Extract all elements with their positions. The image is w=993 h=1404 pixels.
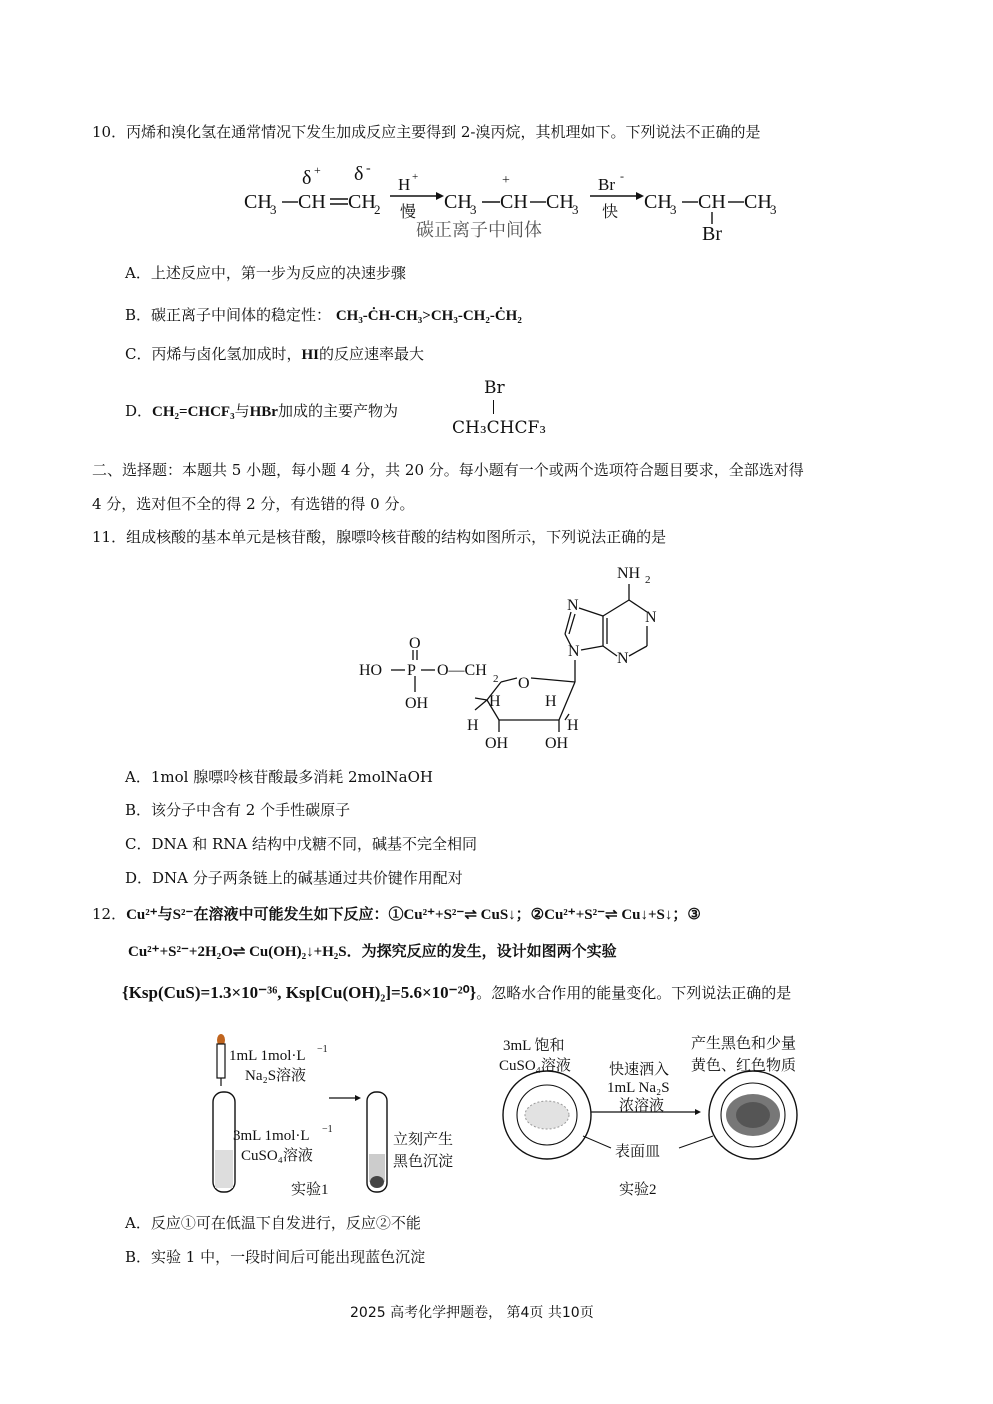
scheme-hplus: H [398, 175, 411, 194]
prod-br: Br [702, 223, 722, 245]
result-label-2: 黑色沉淀 [393, 1154, 454, 1170]
option-d-formula: CH₂=CHCF₃ [152, 404, 235, 420]
scheme-br-minus: Br [598, 175, 615, 194]
ring-o: O [518, 675, 530, 692]
atom-o: O [409, 635, 421, 652]
option-d-product-br: Br [484, 378, 505, 398]
pointer-line [583, 1136, 611, 1148]
atom-p: P [407, 662, 416, 679]
option-d-bond [493, 400, 494, 414]
arrowhead [355, 1095, 361, 1101]
atom-h: H [489, 693, 501, 710]
mid-ch3a: CH [444, 191, 472, 213]
experiment2-caption: 实验2 [619, 1182, 657, 1198]
scheme-minus: - [620, 169, 624, 183]
q11-option-c[interactable]: C．DNA 和 RNA 结构中戊糖不同，碱基不完全相同 [125, 835, 478, 853]
q11-option-d[interactable]: D．DNA 分子两条链上的碱基通过共价键作用配对 [125, 869, 463, 887]
q10-option-a[interactable]: A．上述反应中，第一步为反应的决速步骤 [125, 264, 406, 282]
scheme-plus: + [502, 173, 510, 188]
option-c-suffix: 的反应速率最大 [319, 345, 425, 363]
exp2-left-label-2: CuSO₄溶液 [499, 1058, 571, 1074]
tube1-solution [215, 1150, 233, 1188]
q10-option-b[interactable] [125, 304, 522, 325]
atom-n: N [567, 597, 579, 614]
option-d-mid: 与 [234, 402, 250, 420]
option-b-formula: CH₃-ĊH-CH₃>CH₃-CH₂-ĊH₂ [335, 308, 522, 324]
tube-sup: −1 [322, 1124, 333, 1135]
q12-option-b[interactable]: B．实验 1 中，一段时间后可能出现蓝色沉淀 [125, 1248, 426, 1266]
q11-option-a[interactable]: A．1mol 腺嘌呤核苷酸最多消耗 2molNaOH [125, 768, 434, 786]
scheme-ch3: CH [244, 191, 272, 213]
q12-ksp-formula: {Ksp(CuS)=1.3×10⁻³⁶, Ksp[Cu(OH)₂]=5.6×10⁻²⁰} [122, 983, 477, 1002]
scheme-sub: 2 [374, 202, 381, 217]
q12-line3-text: 。忽略水合作用的能量变化。下列说法正确的是 [476, 984, 792, 1002]
q12-stem-line1 [92, 903, 701, 924]
q10-stem: 10．丙烯和溴化氢在通常情况下发生加成反应主要得到 2-溴丙烷，其机理如下。下列说法不正确的是 [92, 123, 761, 141]
carbocation-caption: 碳正离子中间体 [416, 220, 542, 240]
option-c-hi: HI [301, 347, 319, 363]
section2-heading-line1: 二、选择题：本题共 5 小题，每小题 4 分，共 20 分。每小题有一个或两个选项符合题目要求，全部选对得 [92, 461, 804, 479]
option-b-prefix: B．碳正离子中间体的稳定性： [125, 306, 332, 324]
scheme-sub: 3 [572, 202, 579, 217]
atom-n: N [617, 650, 629, 667]
q10-option-c[interactable] [125, 343, 424, 364]
tube-label-2: CuSO₄溶液 [241, 1148, 313, 1164]
dish-label: 表面皿 [615, 1144, 661, 1160]
scheme-sub: 3 [670, 202, 677, 217]
option-d-prefix: D． [125, 402, 153, 420]
black-precipitate [370, 1176, 384, 1188]
atom-h: H [567, 717, 579, 734]
dropper-label-1: 1mL 1mol·L [229, 1048, 306, 1064]
q12-line1: Cu²⁺与S²⁻在溶液中可能发生如下反应：①Cu²⁺+S²⁻⇌ CuS↓；②Cu²⁺+S²⁻⇌ Cu↓+S↓；③ [126, 907, 701, 923]
atom-h: H [545, 693, 557, 710]
cuso4-solution [525, 1101, 569, 1129]
arrowhead [636, 192, 644, 200]
atom-h: H [467, 717, 479, 734]
exp2-right-label-1: 产生黑色和少量 [691, 1036, 797, 1052]
scheme-fast: 快 [602, 204, 619, 221]
experiment1-diagram [205, 1030, 485, 1205]
experiment2-diagram [495, 1030, 825, 1205]
option-d-hbr: HBr [249, 404, 278, 420]
scheme-ch: CH [298, 191, 326, 213]
pointer-line [679, 1136, 713, 1148]
atom-n: N [645, 609, 657, 626]
option-d-product: CH₃CHCF₃ [452, 418, 547, 438]
prod-ch3b: CH [744, 191, 772, 213]
prod-ch: CH [698, 191, 726, 213]
exp2-right-label-2: 黄色、红色物质 [691, 1058, 797, 1074]
exp2-arrow-label-3: 浓溶液 [619, 1098, 665, 1114]
q10-mechanism-scheme [240, 160, 800, 248]
q11-option-b[interactable]: B．该分子中含有 2 个手性碳原子 [125, 801, 351, 819]
scheme-sub: 3 [770, 202, 777, 217]
oh-label: OH [545, 735, 569, 752]
q12-stem-line2: Cu²⁺+S²⁻+2H₂O⇌ Cu(OH)₂↓+H₂S．为探究反应的发生，设计如图两个实验 [128, 944, 617, 960]
och2-label: O—CH [437, 662, 487, 679]
scheme-delta-minus: δ [354, 163, 364, 185]
experiment1-caption: 实验1 [291, 1182, 329, 1198]
option-d-suffix: 加成的主要产物为 [277, 402, 398, 420]
nh2-label: NH [617, 565, 641, 582]
scheme-sub: 3 [470, 202, 477, 217]
arrowhead [436, 192, 444, 200]
q10-option-d[interactable] [125, 400, 398, 421]
mid-ch: CH [500, 191, 528, 213]
scheme-plus: + [314, 163, 321, 177]
mid-ch3b: CH [546, 191, 574, 213]
oh-label: OH [485, 735, 509, 752]
dropper-tube [217, 1044, 225, 1078]
arrowhead [695, 1109, 701, 1115]
q12-stem-line3 [122, 982, 791, 1003]
option-c-prefix: C．丙烯与卤化氢加成时， [125, 345, 302, 363]
exp2-arrow-label-1: 快速洒入 [609, 1062, 670, 1078]
tube-label-1: 3mL 1mol·L [233, 1128, 310, 1144]
scheme-sub: 3 [270, 202, 277, 217]
q12-number: 12． [92, 905, 127, 923]
scheme-slow: 慢 [400, 204, 417, 221]
exp2-left-label-1: 3mL 饱和 [503, 1038, 565, 1054]
ho-label: HO [359, 662, 383, 679]
prod-ch3a: CH [644, 191, 672, 213]
page-footer: 2025 高考化学押题卷， 第4页 共10页 [350, 1305, 594, 1321]
scheme-delta-plus: δ [302, 167, 312, 189]
scheme-plus: + [412, 171, 419, 183]
och2-sub: 2 [493, 673, 499, 685]
dropper-sup: −1 [317, 1044, 328, 1055]
result-label-1: 立刻产生 [393, 1132, 454, 1148]
bond-lines [391, 584, 647, 732]
exp2-arrow-label-2: 1mL Na₂S [607, 1080, 670, 1096]
atom-n: N [568, 643, 580, 660]
nh2-sub: 2 [645, 574, 651, 586]
adenosine-monophosphate-structure [355, 560, 675, 760]
q12-option-a[interactable]: A．反应①可在低温下自发进行，反应②不能 [125, 1214, 421, 1232]
scheme-ch2: CH [348, 191, 376, 213]
q11-stem: 11．组成核酸的基本单元是核苷酸，腺嘌呤核苷酸的结构如图所示，下列说法正确的是 [92, 528, 667, 546]
oh-label: OH [405, 695, 429, 712]
dropper-label-2: Na₂S溶液 [245, 1068, 307, 1084]
black-product-core [736, 1102, 770, 1128]
section2-heading-line2: 4 分，选对但不全的得 2 分，有选错的得 0 分。 [92, 495, 415, 513]
scheme-minus: - [366, 161, 371, 176]
